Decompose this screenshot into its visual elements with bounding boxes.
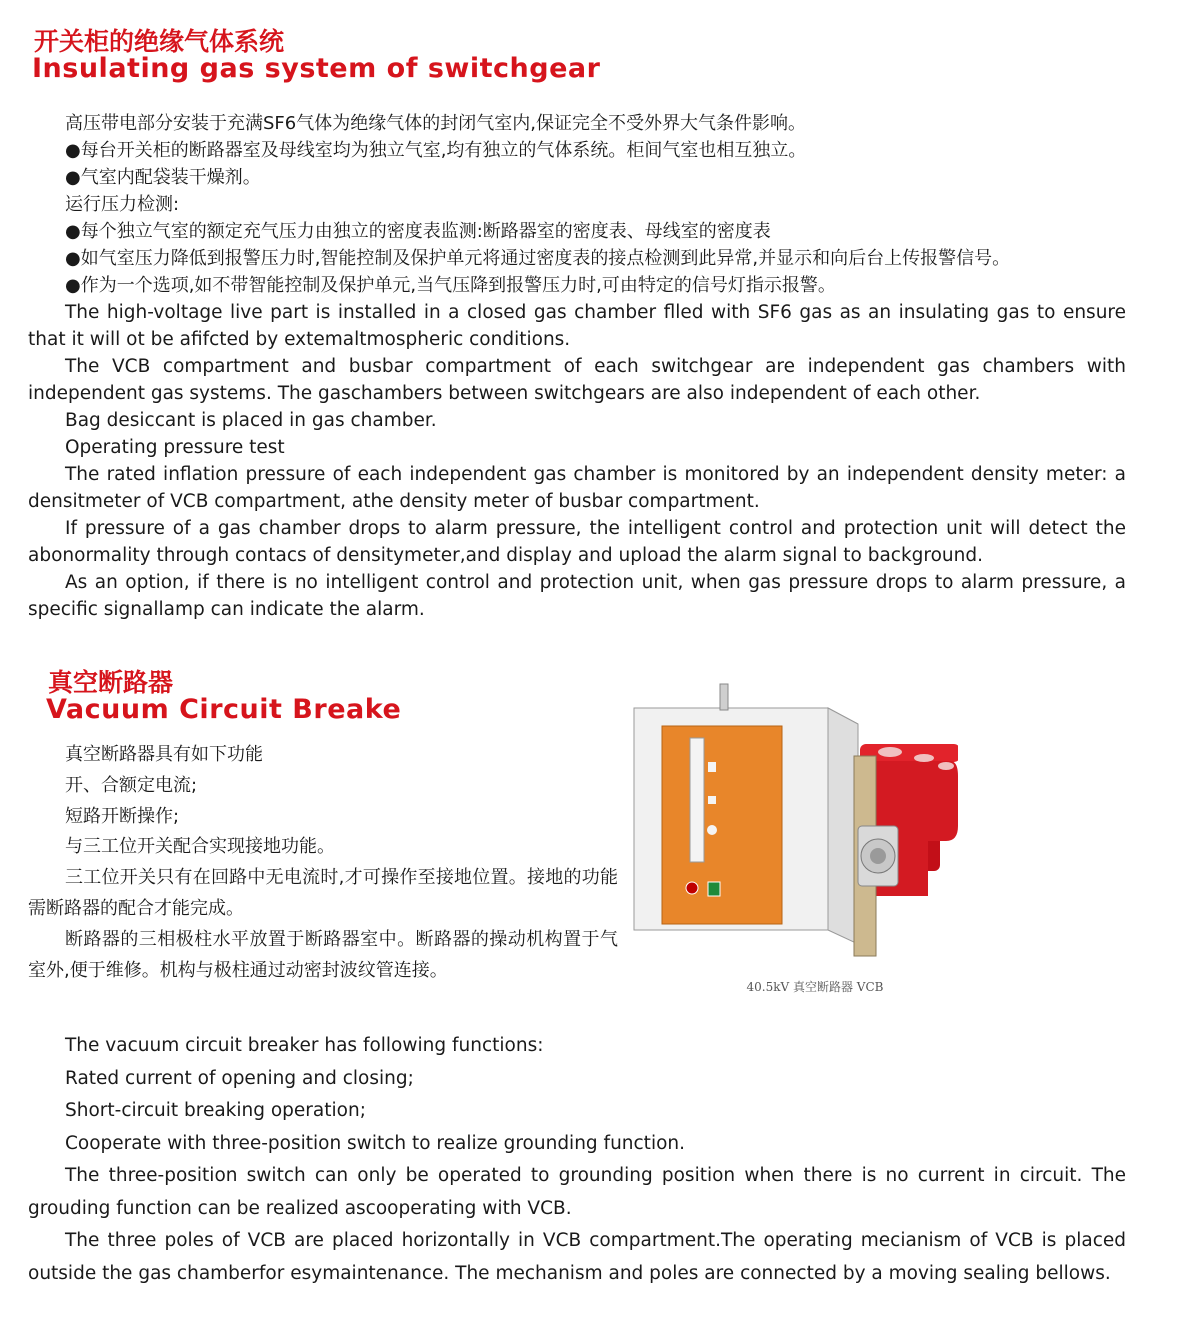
paragraph: 运行压力检测: <box>65 194 180 215</box>
paragraph: 高压带电部分安装于充满SF6气体为绝缘气体的封闭气室内,保证完全不受外界大气条件影响。 <box>65 113 806 134</box>
section2-title-zh: 真空断路器 <box>48 668 174 697</box>
vcb-orange-panel <box>662 726 782 924</box>
paragraph: Cooperate with three-position switch to realize grounding function. <box>65 1132 686 1154</box>
paragraph: ●作为一个选项,如不带智能控制及保护单元,当气压降到报警压力时,可由特定的信号灯指示报警。 <box>65 275 836 296</box>
paragraph: If pressure of a gas chamber drops to alarm pressure, the intelligent control and protection unit will detect the abonormality through contacs of densitymeter,and display and upload the alarm signal to background. <box>28 518 1126 566</box>
section1-title-zh: 开关柜的绝缘气体系统 <box>34 27 285 56</box>
paragraph: ●每台开关柜的断路器室及母线室均为独立气室,均有独立的气体系统。柜间气室也相互独立。 <box>65 140 807 161</box>
paragraph: The VCB compartment and busbar compartment of each switchgear are independent gas chambers with independent gas systems. The gaschambers between switchgears are also independent of each other. <box>28 356 1126 404</box>
paragraph: Bag desiccant is placed in gas chamber. <box>65 410 437 431</box>
paragraph: Operating pressure test <box>65 437 285 458</box>
figure-caption: 40.5kV 真空断路器 VCB <box>746 980 884 994</box>
paragraph: 短路开断操作; <box>65 805 180 827</box>
paragraph: The vacuum circuit breaker has following functions: <box>65 1035 544 1056</box>
paragraph: The three poles of VCB are placed horizontally in VCB compartment.The operating mecianism of VCB is placed outside the gas chamberfor esymaintenance. The mechanism and poles are connected by a moving sealing bellows. <box>28 1230 1126 1284</box>
paragraph: The rated inflation pressure of each independent gas chamber is monitored by an independent density meter: a densitmeter of VCB compartment, athe density meter of busbar compartment. <box>28 464 1126 512</box>
paragraph: 与三工位开关配合实现接地功能。 <box>65 836 335 858</box>
paragraph: 真空断路器具有如下功能 <box>65 744 263 765</box>
section1-title-en: Insulating gas system of switchgear <box>32 53 601 84</box>
paragraph: 断路器的三相极柱水平放置于断路器室中。断路器的操动机构置于气室外,便于维修。机构与极柱通过动密封波纹管连接。 <box>28 928 618 981</box>
vcb-product-image <box>628 676 958 978</box>
section2-title-en: Vacuum Circuit Breake <box>46 694 402 725</box>
paragraph: Rated current of opening and closing; <box>65 1067 414 1089</box>
paragraph: ●气室内配袋装干燥剂。 <box>65 167 261 188</box>
paragraph: The high-voltage live part is installed in a closed gas chamber flled with SF6 gas as an insulating gas to ensure that it will ot be afifcted by extemaltmospheric conditions. <box>28 302 1126 350</box>
paragraph: As an option, if there is no intelligent control and protection unit, when gas pressure drops to alarm pressure, a specific signallamp can indicate the alarm. <box>28 572 1126 620</box>
paragraph: Short-circuit breaking operation; <box>65 1100 366 1121</box>
vcb-text-en <box>28 1030 1126 1290</box>
gas-system-text <box>28 110 1126 623</box>
paragraph: The three-position switch can only be operated to grounding position when there is no current in circuit. The grouding function can be realized ascooperating with VCB. <box>28 1165 1126 1219</box>
paragraph: ●每个独立气室的额定充气压力由独立的密度表监测:断路器室的密度表、母线室的密度表 <box>65 221 771 242</box>
paragraph: 三工位开关只有在回路中无电流时,才可操作至接地位置。接地的功能需断路器的配合才能完成。 <box>28 867 618 919</box>
vcb-text-zh <box>28 740 618 986</box>
paragraph: ●如气室压力降低到报警压力时,智能控制及保护单元将通过密度表的接点检测到此异常,并显示和向后台上传报警信号。 <box>65 248 1011 269</box>
paragraph: 开、合额定电流; <box>65 774 198 796</box>
